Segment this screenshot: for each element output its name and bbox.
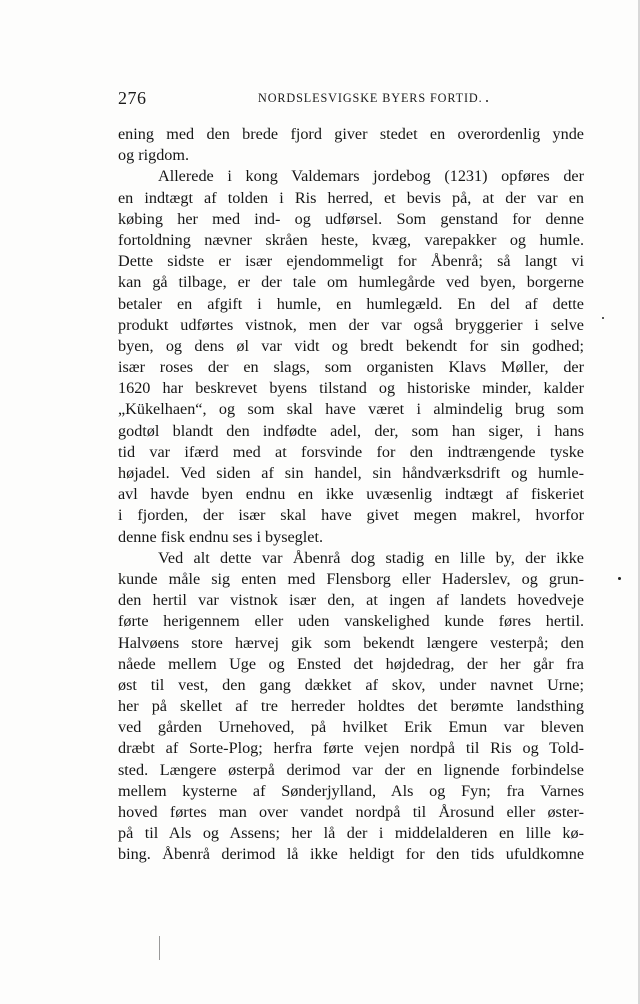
text-line: denne fisk endnu ses i byseglet.	[118, 527, 323, 546]
paragraph-3	[118, 548, 584, 866]
text-line: byen, og dens øl var vidt og bredt bekendt for sin godhed;	[118, 336, 584, 355]
text-line: nåede mellem Uge og Ensted det højdedrag, der her går fra	[118, 654, 584, 673]
scan-speck	[618, 577, 621, 580]
text-line: Halvøens store hærvej gik som bekendt længere vesterpå; den	[118, 633, 584, 652]
text-line: øst til vest, den gang dækket af skov, under navnet Urne;	[118, 675, 584, 694]
text-line: en indtægt af tolden i Ris herred, et bevis på, at der var en	[118, 188, 584, 207]
text-line: godtøl blandt den indfødte adel, der, som han siger, i hans	[118, 421, 584, 440]
text-line: førte herigennem eller uden vanskelighed kunde føres hertil.	[118, 612, 584, 631]
text-line: hoved førtes man over vandet nordpå til Årosund eller øster-	[118, 803, 584, 821]
text-line: tid var ifærd med at forsvinde for den indtrængende tyske	[118, 442, 584, 461]
paragraph-1	[118, 124, 584, 166]
text-line: dræbt af Sorte-Plog; herfra førte vejen nordpå til Ris og Told-	[118, 739, 584, 758]
text-line: højadel. Ved siden af sin handel, sin håndværksdrift og humle-	[118, 464, 584, 482]
text-line: „Kükelhaen“, og som skal have været i almindelig brug som	[118, 400, 584, 419]
text-line: betaler en afgift i humle, en humlegæld. En del af dette	[118, 294, 584, 313]
scan-speck	[602, 317, 604, 319]
text-line: på til Als og Assens; her lå der i middelalderen en lille kø-	[118, 824, 584, 843]
scan-mark	[159, 936, 160, 960]
text-line: Allerede i kong Valdemars jordebog (1231) opføres der	[158, 167, 584, 186]
text-line: produkt udførtes vistnok, men der var også bryggerier i selve	[118, 315, 584, 334]
text-line: i fjorden, der især skal have givet megen makrel, hvorfor	[118, 506, 584, 525]
paragraph-2	[118, 166, 584, 547]
text-line: her på skellet af tre herreder holdtes det berømte landsthing	[118, 697, 584, 716]
text-line: fortoldning nævner skråen heste, kvæg, varepakker og humle.	[118, 230, 584, 249]
body-text	[118, 124, 584, 866]
text-line: ved gården Urnehoved, på hvilket Erik Emun var bleven	[118, 718, 584, 737]
text-line: især roses der en slags, som organisten Klavs Møller, der	[118, 358, 584, 377]
text-line: bing. Åbenrå derimod lå ikke heldigt for den tids ufuldkomne	[118, 845, 584, 864]
text-line: 1620 har beskrevet byens tilstand og historiske minder, kalder	[118, 379, 584, 398]
running-title: NORDSLESVIGSKE BYERS FORTID.	[258, 91, 483, 105]
text-line: ening med den brede fjord giver stedet en overordenlig ynde	[118, 125, 584, 143]
text-line: Ved alt dette var Åbenrå dog stadig en lille by, der ikke	[158, 548, 584, 567]
scan-speck	[486, 100, 488, 102]
page-number: 276	[118, 88, 147, 108]
text-line: sted. Længere østerpå derimod var der en lignende forbindelse	[118, 760, 584, 779]
text-line: købing her med ind- og udførsel. Som genstand for denne	[118, 209, 584, 228]
text-line: kan gå tilbage, er der tale om humlegårde ved byen, borgerne	[118, 273, 584, 292]
text-line: og rigdom.	[118, 146, 190, 165]
text-line: Dette sidste er især ejendommeligt for Åbenrå; så langt vi	[118, 252, 584, 271]
text-line: mellem kysterne af Sønderjylland, Als og Fyn; fra Varnes	[118, 781, 584, 800]
text-line: kunde måle sig enten med Flensborg eller Haderslev, og grun-	[118, 569, 584, 588]
text-line: avl havde byen endnu en ikke uvæsenlig indtægt af fiskeriet	[118, 485, 584, 504]
text-line: den hertil var vistnok især den, at ingen af landets hovedveje	[118, 591, 584, 610]
page-header	[118, 88, 584, 110]
